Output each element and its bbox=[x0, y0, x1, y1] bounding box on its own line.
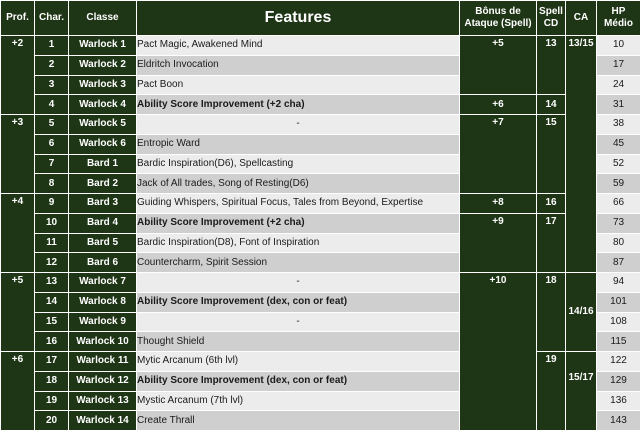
features-cell: Ability Score Improvement (dex, con or feat) bbox=[137, 292, 460, 312]
features-cell: Create Thrall bbox=[137, 411, 460, 431]
level-cell: 18 bbox=[35, 371, 69, 391]
class-cell: Bard 5 bbox=[69, 233, 137, 253]
class-cell: Bard 4 bbox=[69, 213, 137, 233]
class-cell: Warlock 8 bbox=[69, 292, 137, 312]
hp-cell: 115 bbox=[597, 332, 640, 352]
class-cell: Warlock 14 bbox=[69, 411, 137, 431]
spell-cd-cell bbox=[537, 273, 566, 352]
header-features: Features bbox=[137, 1, 460, 36]
bonus-cell bbox=[460, 213, 537, 272]
features-cell: Bardic Inspiration(D8), Font of Inspiration bbox=[137, 233, 460, 253]
bonus-cell bbox=[460, 115, 537, 194]
features-cell: Mytic Arcanum (6th lvl) bbox=[137, 352, 460, 372]
features-cell: Bardic Inspiration(D6), Spellcasting bbox=[137, 154, 460, 174]
class-cell: Warlock 9 bbox=[69, 312, 137, 332]
features-cell: - bbox=[137, 312, 460, 332]
ca-value: 15/17 bbox=[568, 372, 594, 383]
prof-value: +3 bbox=[11, 117, 24, 128]
level-cell: 1 bbox=[35, 36, 69, 56]
bonus-value: +8 bbox=[492, 197, 504, 209]
class-cell: Warlock 10 bbox=[69, 332, 137, 352]
header-classe: Classe bbox=[69, 1, 137, 36]
hp-cell: 101 bbox=[597, 292, 640, 312]
bonus-cell bbox=[460, 194, 537, 214]
prof-value: +5 bbox=[11, 275, 24, 286]
class-cell: Warlock 6 bbox=[69, 134, 137, 154]
header-bonus-line1: Bônus de bbox=[475, 6, 521, 17]
level-cell: 6 bbox=[35, 134, 69, 154]
level-cell: 3 bbox=[35, 75, 69, 95]
ca-value: 13/15 bbox=[568, 38, 594, 49]
features-cell: Eldritch Invocation bbox=[137, 55, 460, 75]
header-hp-line1: HP bbox=[611, 6, 626, 17]
ca-cell bbox=[566, 273, 597, 352]
hp-cell: 66 bbox=[597, 194, 640, 214]
header-hp-line2: Médio bbox=[604, 18, 633, 29]
hp-cell: 129 bbox=[597, 371, 640, 391]
hp-cell: 136 bbox=[597, 391, 640, 411]
hp-cell: 10 bbox=[597, 36, 640, 56]
hp-cell: 24 bbox=[597, 75, 640, 95]
class-cell: Warlock 5 bbox=[69, 115, 137, 135]
features-cell: Guiding Whispers, Spiritual Focus, Tales from Beyond, Expertise bbox=[137, 194, 460, 214]
bonus-cell bbox=[460, 36, 537, 95]
header-row bbox=[1, 1, 640, 36]
class-cell: Warlock 2 bbox=[69, 55, 137, 75]
level-cell: 15 bbox=[35, 312, 69, 332]
class-cell: Warlock 11 bbox=[69, 352, 137, 372]
header-hp bbox=[597, 1, 640, 36]
features-cell: Ability Score Improvement (+2 cha) bbox=[137, 95, 460, 115]
features-cell: Mystic Arcanum (7th lvl) bbox=[137, 391, 460, 411]
class-cell: Bard 6 bbox=[69, 253, 137, 273]
bonus-cell bbox=[460, 95, 537, 115]
header-ca: CA bbox=[566, 1, 597, 36]
hp-cell: 73 bbox=[597, 213, 640, 233]
bonus-value: +6 bbox=[492, 98, 504, 110]
hp-cell: 122 bbox=[597, 352, 640, 372]
ca-cell bbox=[566, 352, 597, 431]
hp-cell: 59 bbox=[597, 174, 640, 194]
class-cell: Bard 2 bbox=[69, 174, 137, 194]
hp-cell: 87 bbox=[597, 253, 640, 273]
spell-cd-value: 17 bbox=[545, 215, 557, 227]
prof-value: +4 bbox=[11, 196, 24, 207]
level-cell: 7 bbox=[35, 154, 69, 174]
table-row bbox=[1, 95, 640, 115]
header-bonus-line2: Ataque (Spell) bbox=[464, 18, 532, 29]
spell-cd-cell bbox=[537, 95, 566, 115]
prof-cell bbox=[1, 352, 35, 431]
spell-cd-value: 19 bbox=[545, 354, 557, 365]
features-cell: Entropic Ward bbox=[137, 134, 460, 154]
bonus-value: +10 bbox=[489, 275, 507, 286]
level-cell: 19 bbox=[35, 391, 69, 411]
class-cell: Bard 1 bbox=[69, 154, 137, 174]
hp-cell: 31 bbox=[597, 95, 640, 115]
table-row bbox=[1, 273, 640, 293]
table-row bbox=[1, 194, 640, 214]
spell-cd-value: 18 bbox=[545, 275, 557, 286]
level-cell: 11 bbox=[35, 233, 69, 253]
features-cell: Thought Shield bbox=[137, 332, 460, 352]
level-cell: 12 bbox=[35, 253, 69, 273]
level-cell: 10 bbox=[35, 213, 69, 233]
table-row bbox=[1, 352, 640, 372]
class-cell: Warlock 4 bbox=[69, 95, 137, 115]
prof-cell bbox=[1, 194, 35, 273]
spell-cd-value: 14 bbox=[545, 98, 557, 110]
prof-cell bbox=[1, 115, 35, 194]
features-cell: Ability Score Improvement (dex, con or feat) bbox=[137, 371, 460, 391]
prof-value: +2 bbox=[11, 38, 24, 49]
hp-cell: 108 bbox=[597, 312, 640, 332]
header-bonus bbox=[460, 1, 537, 36]
hp-cell: 94 bbox=[597, 273, 640, 293]
prof-cell bbox=[1, 36, 35, 115]
class-cell: Warlock 3 bbox=[69, 75, 137, 95]
class-cell: Warlock 1 bbox=[69, 36, 137, 56]
class-cell: Warlock 7 bbox=[69, 273, 137, 293]
features-cell: Jack of All trades, Song of Resting(D6) bbox=[137, 174, 460, 194]
spell-cd-cell bbox=[537, 194, 566, 214]
level-cell: 2 bbox=[35, 55, 69, 75]
spell-cd-value: 15 bbox=[545, 117, 557, 128]
header-spell-cd-line2: CD bbox=[543, 18, 559, 29]
level-cell: 5 bbox=[35, 115, 69, 135]
level-cell: 16 bbox=[35, 332, 69, 352]
hp-cell: 17 bbox=[597, 55, 640, 75]
hp-cell: 143 bbox=[597, 411, 640, 431]
header-spell-cd-line1: Spell bbox=[539, 6, 563, 17]
features-cell: Ability Score Improvement (+2 cha) bbox=[137, 213, 460, 233]
class-cell: Bard 3 bbox=[69, 194, 137, 214]
hp-cell: 52 bbox=[597, 154, 640, 174]
class-cell: Warlock 13 bbox=[69, 391, 137, 411]
features-cell: Pact Boon bbox=[137, 75, 460, 95]
spell-cd-cell bbox=[537, 352, 566, 431]
header-prof: Prof. bbox=[1, 1, 35, 36]
spell-cd-cell bbox=[537, 115, 566, 194]
class-cell: Warlock 12 bbox=[69, 371, 137, 391]
level-cell: 17 bbox=[35, 352, 69, 372]
spell-cd-value: 13 bbox=[545, 38, 557, 49]
bonus-cell bbox=[460, 273, 537, 431]
table-row bbox=[1, 36, 640, 56]
hp-cell: 38 bbox=[597, 115, 640, 135]
features-cell: Countercharm, Spirit Session bbox=[137, 253, 460, 273]
level-cell: 4 bbox=[35, 95, 69, 115]
prof-cell bbox=[1, 273, 35, 352]
table-row bbox=[1, 213, 640, 233]
bonus-value: +9 bbox=[492, 215, 504, 227]
features-cell: Pact Magic, Awakened Mind bbox=[137, 36, 460, 56]
table-row bbox=[1, 115, 640, 135]
level-cell: 13 bbox=[35, 273, 69, 293]
prof-value: +6 bbox=[11, 354, 24, 365]
bonus-value: +7 bbox=[492, 117, 504, 128]
features-cell: - bbox=[137, 273, 460, 293]
features-cell: - bbox=[137, 115, 460, 135]
level-cell: 8 bbox=[35, 174, 69, 194]
spell-cd-cell bbox=[537, 36, 566, 95]
ca-cell bbox=[566, 36, 597, 273]
header-spell-cd bbox=[537, 1, 566, 36]
spell-cd-value: 16 bbox=[545, 197, 557, 209]
hp-cell: 45 bbox=[597, 134, 640, 154]
header-char: Char. bbox=[35, 1, 69, 36]
hp-cell: 80 bbox=[597, 233, 640, 253]
spell-cd-cell bbox=[537, 213, 566, 272]
level-cell: 20 bbox=[35, 411, 69, 431]
bonus-value: +5 bbox=[492, 38, 504, 49]
level-cell: 14 bbox=[35, 292, 69, 312]
ca-value: 14/16 bbox=[568, 306, 594, 317]
level-cell: 9 bbox=[35, 194, 69, 214]
